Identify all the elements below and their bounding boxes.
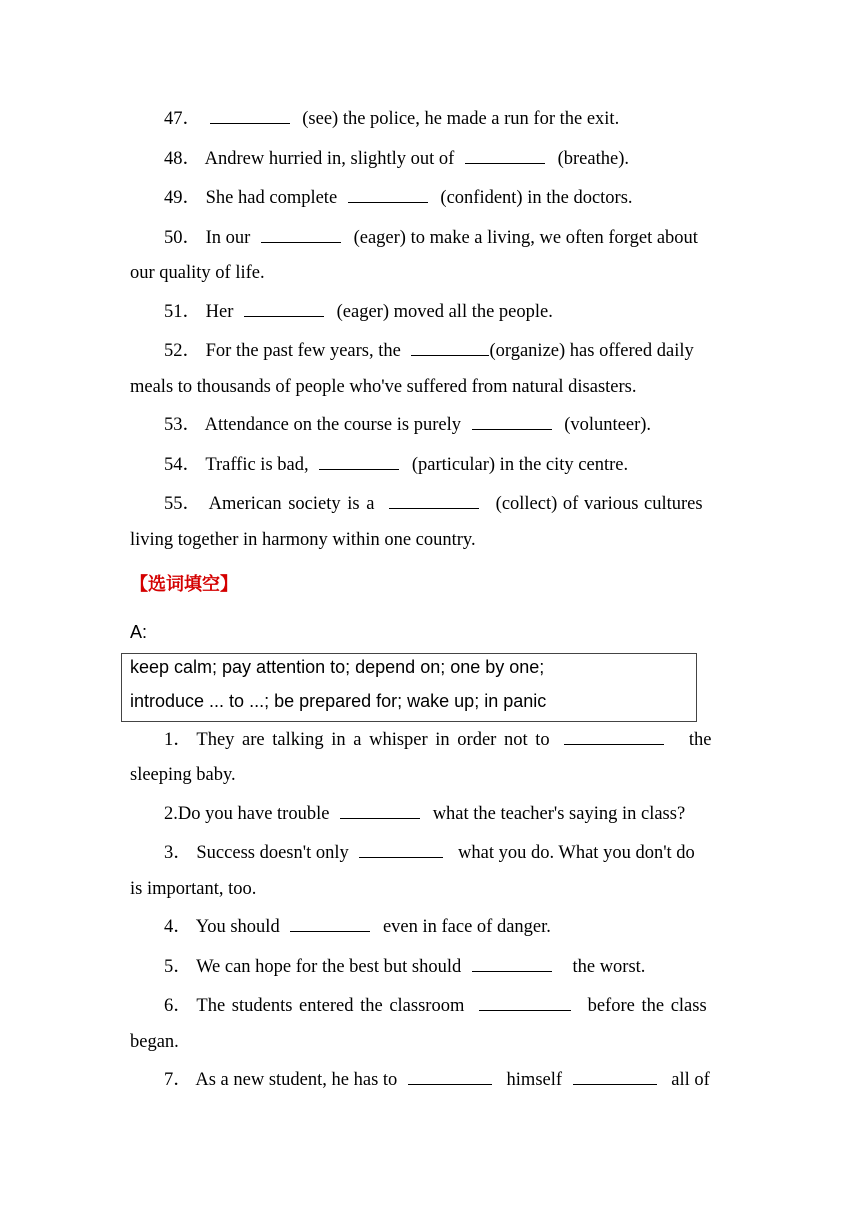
- question-text: Do you have trouble: [177, 804, 330, 824]
- question-number: 5．: [164, 957, 192, 977]
- exercise-47: [164, 106, 730, 130]
- question-number: 6．: [164, 996, 192, 1016]
- question-text: (see) the police, he made a run for the exit.: [302, 109, 620, 129]
- question-number: 1．: [164, 730, 192, 750]
- fill-question-4: [164, 914, 730, 938]
- answer-blank[interactable]: [465, 146, 545, 164]
- answer-blank[interactable]: [564, 727, 664, 745]
- question-text: Attendance on the course is purely: [204, 415, 461, 435]
- question-number: 52．: [164, 341, 202, 361]
- question-text: Success doesn't only: [196, 843, 349, 863]
- exercise-51: [164, 299, 730, 323]
- question-text: (confident) in the doctors.: [440, 188, 633, 208]
- question-number: 48．: [164, 149, 202, 169]
- question-text: (eager) moved all the people.: [336, 302, 553, 322]
- exercise-55-continuation: living together in harmony within one country.: [130, 530, 476, 550]
- question-text: what the teacher's saying in class?: [432, 804, 686, 824]
- question-text: the worst.: [572, 957, 646, 977]
- answer-blank[interactable]: [261, 225, 341, 243]
- fill-question-6-continuation: began.: [130, 1032, 179, 1052]
- question-number: 47．: [164, 109, 202, 129]
- fill-question-3-continuation: is important, too.: [130, 879, 257, 899]
- question-text: Traffic is bad,: [205, 455, 309, 475]
- answer-blank[interactable]: [479, 993, 571, 1011]
- exercise-50-continuation: our quality of life.: [130, 263, 265, 283]
- question-text: (eager) to make a living, we often forget about: [353, 228, 698, 248]
- question-text: himself: [506, 1070, 563, 1090]
- question-number: 51．: [164, 302, 202, 322]
- answer-blank[interactable]: [408, 1067, 492, 1085]
- question-text: (particular) in the city centre.: [411, 455, 629, 475]
- question-number: 4．: [164, 917, 192, 937]
- question-text: Andrew hurried in, slightly out of: [204, 149, 455, 169]
- question-text: the: [688, 730, 712, 750]
- exercise-50: [164, 225, 730, 249]
- answer-blank[interactable]: [290, 914, 370, 932]
- question-text: For the past few years, the: [205, 341, 401, 361]
- question-text: As a new student, he has to: [195, 1070, 398, 1090]
- question-text: Her: [205, 302, 234, 322]
- question-number: 7．: [164, 1070, 192, 1090]
- answer-blank[interactable]: [348, 185, 428, 203]
- answer-blank[interactable]: [359, 840, 443, 858]
- question-text: She had complete: [205, 188, 338, 208]
- question-text: what you do. What you don't do: [458, 843, 695, 863]
- question-text: (organize) has offered daily: [489, 341, 694, 361]
- question-number: 49．: [164, 188, 202, 208]
- exercise-55: [164, 491, 730, 515]
- fill-question-7: [164, 1067, 730, 1091]
- fill-question-3: [164, 840, 730, 864]
- part-label: A:: [130, 622, 148, 642]
- exercise-52: [164, 338, 730, 362]
- question-text: (volunteer).: [564, 415, 652, 435]
- question-text: In our: [205, 228, 251, 248]
- answer-blank[interactable]: [573, 1067, 657, 1085]
- question-text: (collect) of various cultures: [495, 494, 703, 514]
- exercise-52-continuation: meals to thousands of people who've suffered from natural disasters.: [130, 377, 637, 397]
- question-number: 53．: [164, 415, 202, 435]
- question-text: all of: [671, 1070, 710, 1090]
- answer-blank[interactable]: [319, 452, 399, 470]
- question-number: 2.: [164, 804, 178, 824]
- fill-question-2: [164, 801, 730, 825]
- question-text: You should: [195, 917, 280, 937]
- exercise-49: [164, 185, 730, 209]
- answer-blank[interactable]: [244, 299, 324, 317]
- question-number: 55．: [164, 494, 202, 514]
- exercise-54: [164, 452, 730, 476]
- question-text: We can hope for the best but should: [196, 957, 462, 977]
- answer-blank[interactable]: [389, 491, 479, 509]
- answer-blank[interactable]: [472, 412, 552, 430]
- word-bank-box: [121, 653, 697, 722]
- fill-question-5: [164, 954, 730, 978]
- fill-question-1: [164, 727, 730, 751]
- exercise-53: [164, 412, 730, 436]
- word-bank-line-1: keep calm; pay attention to; depend on; one by one;: [130, 657, 545, 677]
- question-text: even in face of danger.: [382, 917, 551, 937]
- answer-blank[interactable]: [210, 106, 290, 124]
- answer-blank[interactable]: [472, 954, 552, 972]
- question-text: They are talking in a whisper in order not to: [196, 730, 550, 750]
- fill-question-6: [164, 993, 730, 1017]
- exercise-48: [164, 146, 730, 170]
- question-number: 3．: [164, 843, 192, 863]
- question-text: The students entered the classroom: [196, 996, 465, 1016]
- answer-blank[interactable]: [340, 801, 420, 819]
- question-text: American society is a: [208, 494, 375, 514]
- question-number: 50．: [164, 228, 202, 248]
- section-title: 【选词填空】: [130, 574, 238, 595]
- question-text: before the class: [587, 996, 707, 1016]
- question-text: (breathe).: [557, 149, 629, 169]
- question-number: 54．: [164, 455, 202, 475]
- fill-question-1-continuation: sleeping baby.: [130, 765, 236, 785]
- answer-blank[interactable]: [411, 338, 489, 356]
- word-bank-line-2: introduce ... to ...; be prepared for; wake up; in panic: [130, 691, 547, 711]
